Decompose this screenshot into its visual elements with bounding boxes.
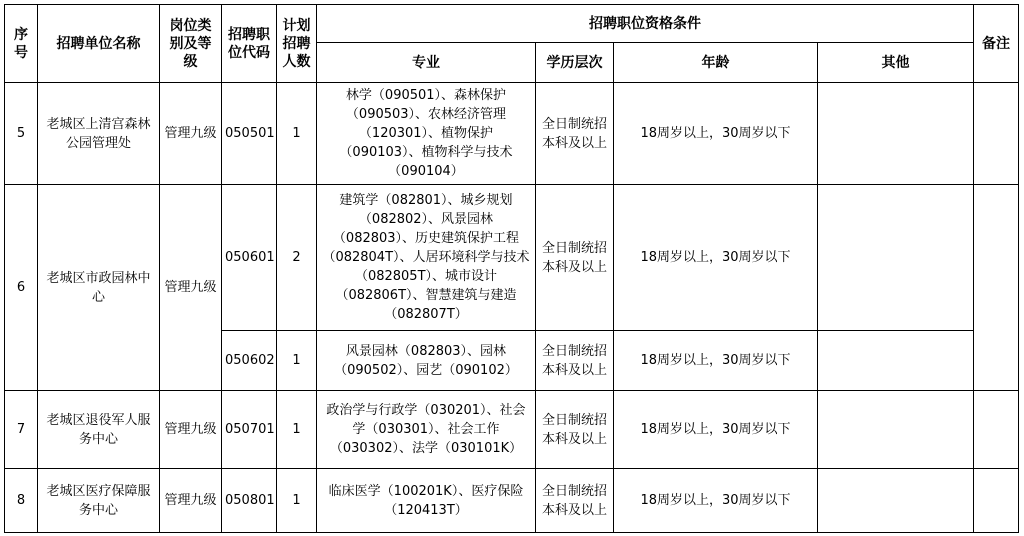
cell-other	[818, 185, 974, 331]
cell-major: 建筑学（082801）、城乡规划（082802）、风景园林（082803）、历史建筑保护工程（082804T）、人居环境科学与技术（082805T）、城市设计（082806T）、智慧建筑与建造（082807T）	[317, 185, 536, 331]
cell-other	[818, 469, 974, 533]
cell-seq: 7	[5, 391, 38, 469]
cell-post-type: 管理九级	[160, 469, 222, 533]
cell-age: 18周岁以上，30周岁以下	[614, 391, 818, 469]
cell-education: 全日制统招本科及以上	[536, 469, 614, 533]
header-seq: 序号	[5, 5, 38, 83]
cell-education: 全日制统招本科及以上	[536, 391, 614, 469]
cell-count: 1	[277, 83, 317, 185]
header-post-code: 招聘职位代码	[222, 5, 277, 83]
header-major: 专业	[317, 43, 536, 83]
cell-unit: 老城区退役军人服务中心	[38, 391, 160, 469]
cell-seq: 8	[5, 469, 38, 533]
table-row	[5, 83, 1019, 185]
header-remarks: 备注	[974, 5, 1019, 83]
cell-post-type: 管理九级	[160, 391, 222, 469]
cell-seq: 6	[5, 185, 38, 391]
table-row	[5, 391, 1019, 469]
cell-code: 050501	[222, 83, 277, 185]
cell-count: 1	[277, 391, 317, 469]
header-other: 其他	[818, 43, 974, 83]
header-plan: 计划招聘人数	[277, 5, 317, 83]
header-unit: 招聘单位名称	[38, 5, 160, 83]
header-row-top	[5, 5, 1019, 43]
cell-age: 18周岁以上，30周岁以下	[614, 185, 818, 331]
header-post-type: 岗位类别及等级	[160, 5, 222, 83]
table-row	[5, 185, 1019, 331]
header-requirements: 招聘职位资格条件	[317, 5, 974, 43]
cell-post-type: 管理九级	[160, 83, 222, 185]
cell-unit: 老城区上清宫森林公园管理处	[38, 83, 160, 185]
cell-major: 政治学与行政学（030201）、社会学（030301）、社会工作（030302）、法学（030101K）	[317, 391, 536, 469]
cell-remarks	[974, 185, 1019, 391]
cell-age: 18周岁以上，30周岁以下	[614, 469, 818, 533]
cell-count: 2	[277, 185, 317, 331]
cell-remarks	[974, 83, 1019, 185]
table-row	[5, 469, 1019, 533]
cell-education: 全日制统招本科及以上	[536, 83, 614, 185]
recruitment-table	[4, 4, 1019, 533]
cell-age: 18周岁以上，30周岁以下	[614, 83, 818, 185]
cell-code: 050801	[222, 469, 277, 533]
cell-education: 全日制统招本科及以上	[536, 331, 614, 391]
cell-other	[818, 331, 974, 391]
cell-unit: 老城区医疗保障服务中心	[38, 469, 160, 533]
header-age: 年龄	[614, 43, 818, 83]
cell-unit: 老城区市政园林中心	[38, 185, 160, 391]
cell-other	[818, 83, 974, 185]
cell-remarks	[974, 469, 1019, 533]
cell-seq: 5	[5, 83, 38, 185]
cell-age: 18周岁以上，30周岁以下	[614, 331, 818, 391]
cell-code: 050701	[222, 391, 277, 469]
cell-count: 1	[277, 331, 317, 391]
cell-count: 1	[277, 469, 317, 533]
cell-remarks	[974, 391, 1019, 469]
cell-post-type: 管理九级	[160, 185, 222, 391]
cell-major: 临床医学（100201K）、医疗保险（120413T）	[317, 469, 536, 533]
cell-education: 全日制统招本科及以上	[536, 185, 614, 331]
cell-code: 050601	[222, 185, 277, 331]
cell-other	[818, 391, 974, 469]
header-education: 学历层次	[536, 43, 614, 83]
cell-major: 林学（090501）、森林保护（090503）、农林经济管理（120301）、植物保护（090103）、植物科学与技术（090104）	[317, 83, 536, 185]
cell-major: 风景园林（082803）、园林（090502）、园艺（090102）	[317, 331, 536, 391]
cell-code: 050602	[222, 331, 277, 391]
